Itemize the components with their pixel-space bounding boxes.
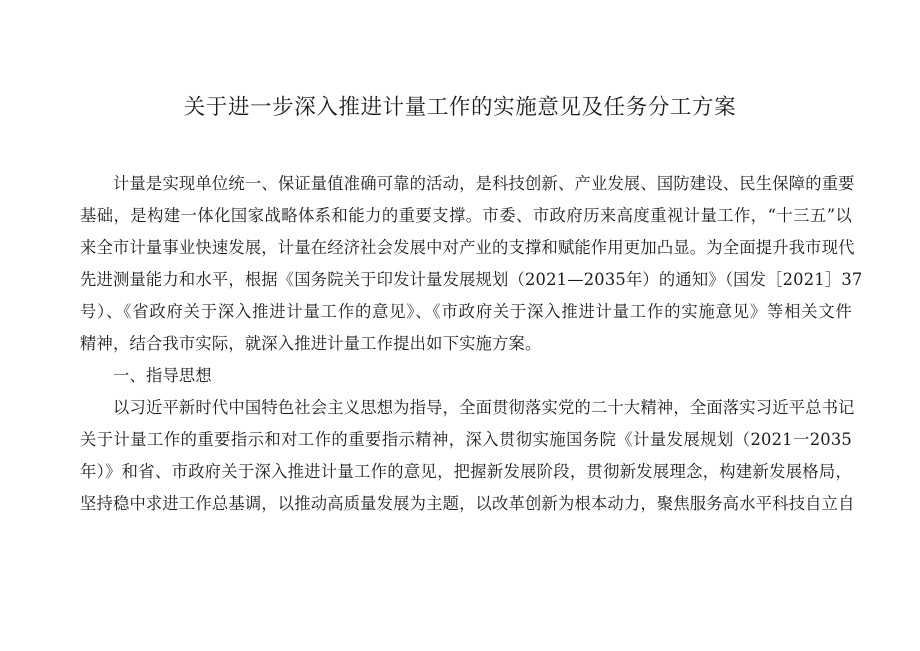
- section-line-4: 坚持稳中求进工作总基调，以推动高质量发展为主题，以改革创新为根本动力，聚焦服务高水平科技自立自: [80, 494, 855, 513]
- section-line-1: 以习近平新时代中国特色社会主义思想为指导，全面贯彻落实党的二十大精神，全面落实习近平总书记: [113, 398, 855, 417]
- document-title: 关于进一步深入推进计量工作的实施意见及任务分工方案: [183, 95, 737, 120]
- intro-line-3: 来全市计量事业快速发展，计量在经济社会发展中对产业的支撑和赋能作用更加凸显。为全面提升我市现代: [80, 238, 855, 257]
- section-line-2: 关于计量工作的重要指示和对工作的重要指示精神，深入贯彻实施国务院《计量发展规划（2021一2035: [80, 430, 852, 449]
- section-heading: 一、指导思想: [113, 366, 212, 385]
- intro-line-2: 基础，是构建一体化国家战略体系和能力的重要支撑。市委、市政府历来高度重视计量工作，“十三五”以: [80, 206, 852, 225]
- section-line-3: 年）》和省、市政府关于深入推进计量工作的意见，把握新发展阶段，贯彻新发展理念，构建新发展格局，: [80, 462, 852, 481]
- intro-line-4: 先进测量能力和水平，根据《国务院关于印发计量发展规划（2021—2035年）的通知》（国发［2021］37: [80, 270, 863, 289]
- intro-line-1: 计量是实现单位统一、保证量值准确可靠的活动，是科技创新、产业发展、国防建设、民生保障的重要: [113, 174, 855, 193]
- intro-line-6: 精神，结合我市实际，就深入推进计量工作提出如下实施方案。: [80, 334, 542, 353]
- intro-line-5: 号）、《省政府关于深入推进计量工作的意见》、《市政府关于深入推进计量工作的实施意见》等相关文件: [80, 302, 852, 321]
